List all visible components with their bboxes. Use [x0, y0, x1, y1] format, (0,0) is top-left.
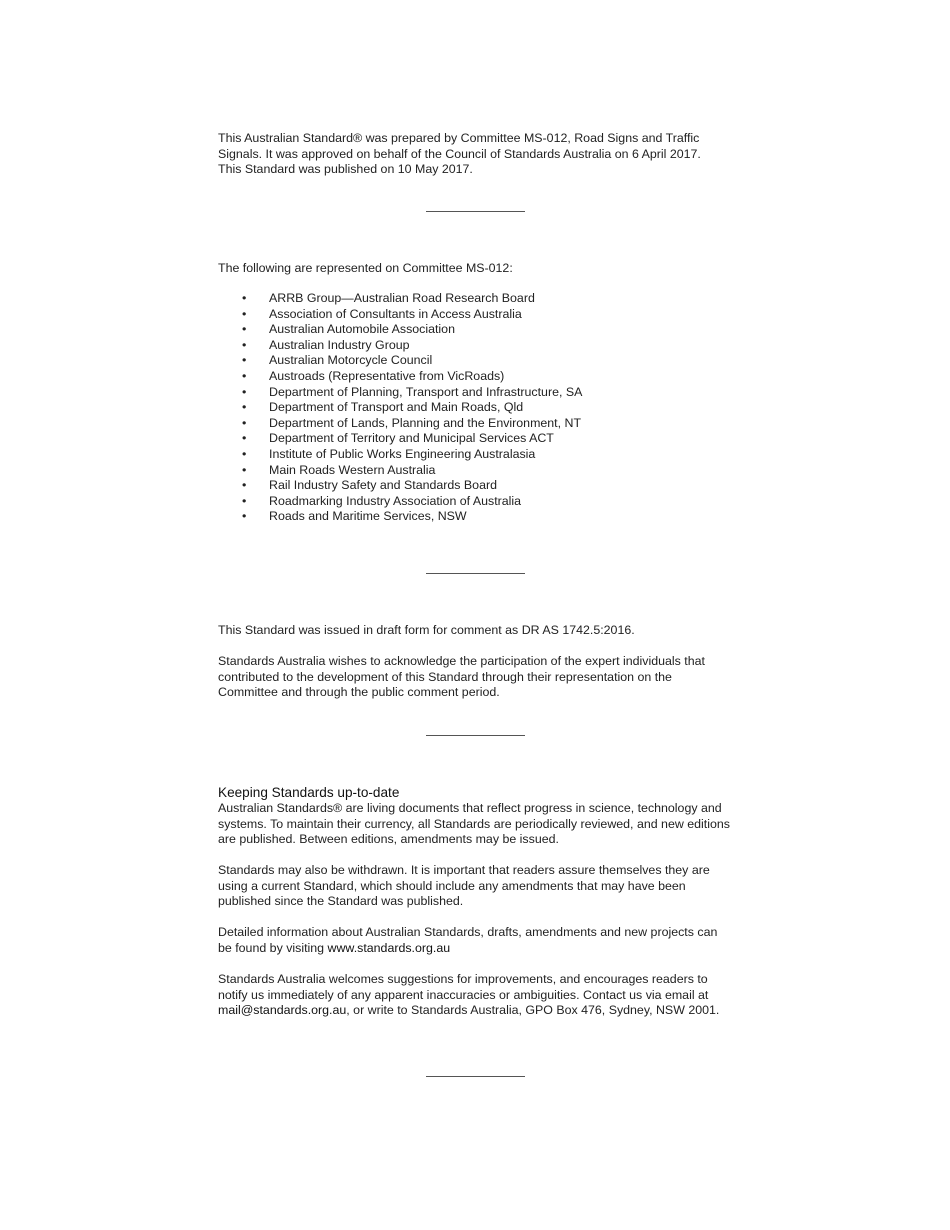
bullet-icon: • [242, 400, 247, 415]
member-name: Roadmarking Industry Association of Australia [269, 493, 522, 508]
bullet-icon: • [242, 509, 247, 524]
text-line: Detailed information about Australian Standards, drafts, amendments and new projects can [218, 925, 718, 939]
text-line: Signals. It was approved on behalf of the Council of Standards Australia on 6 April 2017. [218, 146, 701, 161]
website-link[interactable]: www.standards.org.au [327, 940, 451, 955]
divider [426, 735, 525, 736]
bullet-icon: • [242, 431, 247, 446]
list-item [218, 416, 582, 432]
list-item [218, 291, 582, 307]
paragraph [218, 863, 748, 910]
list-item [218, 338, 582, 354]
bullet-icon: • [242, 478, 247, 493]
member-name: Australian Automobile Association [269, 322, 455, 337]
member-name: Australian Industry Group [269, 337, 410, 352]
divider [426, 211, 525, 212]
list-item [218, 322, 582, 338]
bullet-icon: • [242, 306, 247, 321]
text-line: contributed to the development of this Standard through their representation on the [218, 669, 672, 684]
list-item [218, 509, 582, 525]
bullet-icon: • [242, 493, 247, 508]
text-line: systems. To maintain their currency, all Standards are periodically reviewed, and new editions [218, 816, 730, 831]
text-line [218, 941, 748, 957]
member-name: Australian Motorcycle Council [269, 353, 433, 368]
text-line: Standards Australia welcomes suggestions for improvements, and encourages readers to [218, 972, 708, 986]
bullet-icon: • [242, 368, 247, 383]
text-line: This Australian Standard® was prepared by Committee MS-012, Road Signs and Traffic [218, 131, 700, 145]
text-line: notify us immediately of any apparent inaccuracies or ambiguities. Contact us via email at [218, 987, 709, 1002]
text-line: published since the Standard was published. [218, 894, 464, 909]
bullet-icon: • [242, 353, 247, 368]
member-name: Department of Lands, Planning and the Environment, NT [269, 415, 582, 430]
list-item [218, 478, 582, 494]
bullet-icon: • [242, 446, 247, 461]
committee-intro: The following are represented on Committee MS-012: [218, 261, 513, 275]
email-link[interactable]: mail@standards.org.au [218, 1003, 347, 1018]
list-item [218, 447, 582, 463]
list-item [218, 307, 582, 323]
text-line: Standards may also be withdrawn. It is important that readers assure themselves they are [218, 863, 710, 877]
member-name: Main Roads Western Australia [269, 462, 436, 477]
text-line: are published. Between editions, amendments may be issued. [218, 832, 559, 847]
member-name: Department of Transport and Main Roads, Qld [269, 400, 524, 415]
acknowledgement-paragraph [218, 654, 748, 701]
paragraph [218, 972, 748, 1019]
paragraph [218, 925, 748, 956]
divider [426, 1076, 525, 1077]
member-name: Department of Planning, Transport and Infrastructure, SA [269, 384, 583, 399]
bullet-icon: • [242, 415, 247, 430]
bullet-icon: • [242, 337, 247, 352]
text-line [218, 1003, 748, 1019]
member-name: Institute of Public Works Engineering Australasia [269, 446, 536, 461]
text: , or write to Standards Australia, GPO Box 476, Sydney, NSW 2001. [346, 1003, 720, 1018]
member-name: Austroads (Representative from VicRoads) [269, 368, 505, 383]
draft-notice: This Standard was issued in draft form for comment as DR AS 1742.5:2016. [218, 623, 635, 637]
bullet-icon: • [242, 322, 247, 337]
divider [426, 573, 525, 574]
bullet-icon: • [242, 384, 247, 399]
text-line: Standards Australia wishes to acknowledge the participation of the expert individuals that [218, 654, 705, 668]
member-name: Roads and Maritime Services, NSW [269, 509, 467, 524]
committee-member-list [218, 291, 582, 525]
bullet-icon: • [242, 291, 247, 305]
bullet-icon: • [242, 462, 247, 477]
paragraph [218, 801, 748, 848]
text-line: This Standard was published on 10 May 2017. [218, 162, 473, 177]
member-name: Association of Consultants in Access Australia [269, 306, 522, 321]
member-name: Department of Territory and Municipal Services ACT [269, 431, 554, 446]
list-item [218, 431, 582, 447]
list-item [218, 385, 582, 401]
list-item [218, 494, 582, 510]
text-line: Australian Standards® are living documents that reflect progress in science, technology and [218, 801, 722, 815]
list-item [218, 369, 582, 385]
list-item [218, 353, 582, 369]
text-line: using a current Standard, which should include any amendments that may have been [218, 878, 686, 893]
list-item [218, 400, 582, 416]
approval-paragraph [218, 131, 748, 178]
member-name: ARRB Group—Australian Road Research Board [269, 291, 535, 305]
list-item [218, 463, 582, 479]
member-name: Rail Industry Safety and Standards Board [269, 478, 497, 493]
text: be found by visiting [218, 940, 328, 955]
section-heading: Keeping Standards up-to-date [218, 785, 400, 800]
text-line: Committee and through the public comment period. [218, 685, 500, 700]
